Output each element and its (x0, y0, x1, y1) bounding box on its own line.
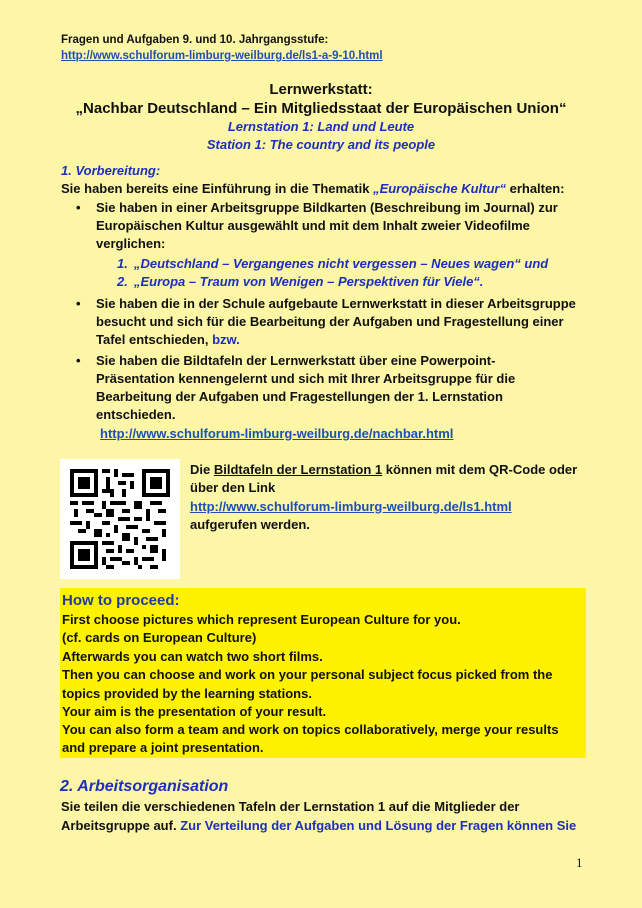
how-to-line: (cf. cards on European Culture) (62, 630, 257, 645)
how-to-line: You can also form a team and work on topics collaboratively, merge your results (62, 722, 559, 737)
film1-number: 1. (117, 256, 128, 271)
how-to-line: Your aim is the presentation of your result. (62, 704, 327, 719)
film2-title: „Europa – Traum von Wenigen – Perspektiven für Viele“. (134, 274, 484, 289)
bullet1-line3: verglichen: (96, 236, 166, 251)
bullet2-line3 (96, 331, 240, 349)
intro-suffix: erhalten: (505, 181, 565, 196)
qr-code (60, 459, 180, 579)
how-to-line: Then you can choose and work on your personal subject focus picked from the (62, 667, 553, 682)
qr-line1-underlined: Bildtafeln der Lernstation 1 (213, 462, 383, 477)
bullet2-line3-prefix: Tafel entschieden, (96, 332, 213, 347)
bullet-dot: • (76, 353, 81, 368)
heading-line4: Station 1: The country and its people (206, 137, 436, 152)
how-to-line: and prepare a joint presentation. (62, 740, 264, 755)
bullet-dot: • (76, 200, 81, 215)
section1-title: 1. Vorbereitung: (61, 163, 161, 178)
intro-topic: „Europäische Kultur“ (373, 181, 506, 196)
bullet2-line1: Sie haben die in der Schule aufgebaute Lernwerkstatt in dieser Arbeitsgruppe (96, 296, 576, 311)
section2-title: 2. Arbeitsorganisation (60, 778, 229, 795)
qr-line1-prefix: Die (190, 462, 214, 477)
header-title: Fragen und Aufgaben 9. und 10. Jahrgangsstufe: (61, 34, 329, 46)
bullet3-line3: Bearbeitung der Aufgaben und Fragestellungen der 1. Lernstation (96, 389, 503, 404)
section2-line2-blue: Zur Verteilung der Aufgaben und Lösung der Fragen können Sie (180, 818, 577, 833)
qr-code-icon (70, 469, 170, 569)
bullet3-line2: Präsentation kennengelernt und sich mit Ihrer Arbeitsgruppe für die (96, 371, 516, 386)
qr-line4: aufgerufen werden. (190, 517, 310, 532)
ls1-link[interactable]: http://www.schulforum-limburg-weilburg.de/ls1.html (190, 499, 512, 514)
page-number: 1 (576, 855, 583, 870)
how-to-line: First choose pictures which represent European Culture for you. (62, 612, 461, 627)
how-to-line: Afterwards you can watch two short films. (62, 649, 323, 664)
heading-line3: Lernstation 1: Land und Leute (227, 119, 415, 134)
bullet3-line4: entschieden. (96, 407, 176, 422)
bullet1-line2: Europäischen Kultur ausgewählt und mit dem Inhalt zweier Videofilme (96, 218, 530, 233)
bullet2-bzw: bzw. (212, 332, 240, 347)
how-to-line: topics provided by the learning stations. (62, 686, 312, 701)
film2-number: 2. (117, 274, 128, 289)
heading-line1: Lernwerkstatt: (269, 81, 373, 98)
bullet-dot: • (76, 296, 81, 311)
bullet1-line1: Sie haben in einer Arbeitsgruppe Bildkarten (Beschreibung im Journal) zur (96, 200, 558, 215)
nachbar-link[interactable]: http://www.schulforum-limburg-weilburg.de/nachbar.html (100, 426, 454, 441)
intro-prefix: Sie haben bereits eine Einführung in die Thematik (61, 181, 374, 196)
section1-intro (61, 180, 565, 198)
section2-line1: Sie teilen die verschiedenen Tafeln der Lernstation 1 auf die Mitglieder der (61, 799, 520, 814)
section2-line2-prefix: Arbeitsgruppe auf. (61, 818, 181, 833)
qr-line1-suffix: können mit dem QR-Code oder (382, 462, 578, 477)
qr-line1 (190, 461, 577, 479)
section2-line2 (61, 817, 576, 835)
bullet3-line1: Sie haben die Bildtafeln der Lernwerkstatt über eine Powerpoint- (96, 353, 496, 368)
how-to-title: How to proceed: (62, 592, 180, 609)
qr-line2: über den Link (190, 480, 276, 495)
heading-line2: „Nachbar Deutschland – Ein Mitgliedsstaat der Europäischen Union“ (75, 100, 567, 117)
header-link[interactable]: http://www.schulforum-limburg-weilburg.de/ls1-a-9-10.html (61, 50, 383, 62)
film1-title: „Deutschland – Vergangenes nicht vergessen – Neues wagen“ und (134, 256, 549, 271)
bullet2-line2: besucht und sich für die Bearbeitung der Aufgaben und Fragestellung einer (96, 314, 564, 329)
